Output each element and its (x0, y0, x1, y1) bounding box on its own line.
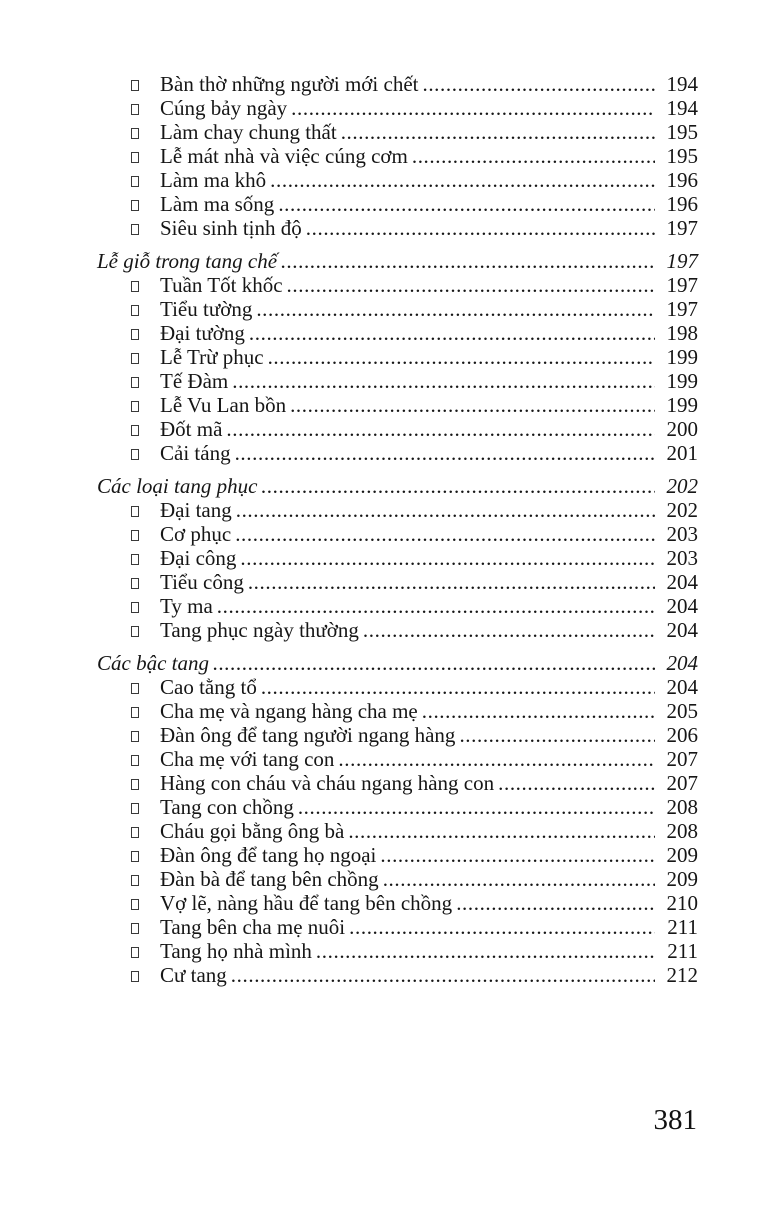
dot-leader (498, 771, 655, 795)
toc-entry (97, 417, 698, 441)
entry-title: Tuần Tốt khốc (160, 273, 283, 297)
entry-page-number: 208 (666, 795, 698, 819)
square-bullet-icon (131, 683, 139, 694)
toc-entry (97, 216, 698, 240)
entry-title: Tế Đàm (160, 369, 229, 393)
entry-page-number: 196 (666, 192, 698, 216)
entry-title: Vợ lẽ, nàng hầu để tang bên chồng (160, 891, 453, 915)
dot-leader (422, 699, 655, 723)
dot-leader (306, 216, 655, 240)
entry-title: Bàn thờ những người mới chết (160, 72, 419, 96)
entry-title: Đàn ông để tang họ ngoại (160, 843, 377, 867)
section-title: Lễ giỗ trong tang chế (97, 249, 278, 273)
dot-leader (249, 321, 655, 345)
square-bullet-icon (131, 947, 139, 958)
entry-title: Làm chay chung thất (160, 120, 337, 144)
entry-page-number: 209 (666, 843, 698, 867)
entry-title: Làm ma khô (160, 168, 267, 192)
toc-section-header (97, 651, 698, 675)
entry-page-number: 204 (666, 594, 698, 618)
page-number: 381 (653, 1104, 697, 1136)
toc-entry (97, 891, 698, 915)
entry-page-number: 207 (666, 771, 698, 795)
square-bullet-icon (131, 971, 139, 982)
entry-title: Cha mẹ và ngang hàng cha mẹ (160, 699, 418, 723)
entry-title: Đàn ông để tang người ngang hàng (160, 723, 456, 747)
square-bullet-icon (131, 779, 139, 790)
entry-page-number: 204 (666, 618, 698, 642)
square-bullet-icon (131, 353, 139, 364)
square-bullet-icon (131, 731, 139, 742)
dot-leader (422, 72, 655, 96)
toc-entry (97, 192, 698, 216)
toc-entry (97, 675, 698, 699)
toc-entry (97, 594, 698, 618)
entry-page-number: 204 (666, 675, 698, 699)
square-bullet-icon (131, 923, 139, 934)
entry-title: Đại tường (160, 321, 245, 345)
entry-page-number: 206 (666, 723, 698, 747)
toc-entry (97, 915, 698, 939)
toc-entry (97, 570, 698, 594)
square-bullet-icon (131, 305, 139, 316)
square-bullet-icon (131, 899, 139, 910)
dot-leader (290, 393, 655, 417)
entry-title: Lễ Vu Lan bồn (160, 393, 287, 417)
square-bullet-icon (131, 554, 139, 565)
toc-entry (97, 393, 698, 417)
toc-entry (97, 498, 698, 522)
entry-page-number: 200 (666, 417, 698, 441)
dot-leader (232, 369, 655, 393)
toc-section-header (97, 474, 698, 498)
entry-title: Tang họ nhà mình (160, 939, 312, 963)
entry-title: Tang bên cha mẹ nuôi (160, 915, 346, 939)
entry-title: Ty ma (160, 594, 213, 618)
dot-leader (261, 474, 655, 498)
dot-leader (235, 522, 655, 546)
square-bullet-icon (131, 152, 139, 163)
entry-page-number: 199 (666, 345, 698, 369)
dot-leader (287, 273, 655, 297)
entry-title: Tang phục ngày thường (160, 618, 359, 642)
toc-entry (97, 168, 698, 192)
entry-title: Cha mẹ với tang con (160, 747, 335, 771)
section-page-number: 202 (666, 474, 698, 498)
entry-page-number: 199 (666, 393, 698, 417)
square-bullet-icon (131, 602, 139, 613)
square-bullet-icon (131, 506, 139, 517)
section-page-number: 197 (666, 249, 698, 273)
square-bullet-icon (131, 827, 139, 838)
toc-entry (97, 771, 698, 795)
toc-entry (97, 699, 698, 723)
entry-title: Làm ma sống (160, 192, 275, 216)
entry-page-number: 197 (666, 297, 698, 321)
entry-title: Cải táng (160, 441, 231, 465)
entry-page-number: 207 (666, 747, 698, 771)
toc-entry (97, 819, 698, 843)
toc-entry (97, 963, 698, 987)
entry-title: Đốt mã (160, 417, 223, 441)
entry-page-number: 195 (666, 120, 698, 144)
entry-page-number: 195 (666, 144, 698, 168)
square-bullet-icon (131, 281, 139, 292)
entry-page-number: 203 (666, 546, 698, 570)
dot-leader (261, 675, 655, 699)
dot-leader (270, 168, 655, 192)
toc-entry (97, 321, 698, 345)
entry-page-number: 208 (666, 819, 698, 843)
dot-leader (363, 618, 655, 642)
dot-leader (291, 96, 655, 120)
table-of-contents (97, 72, 698, 987)
square-bullet-icon (131, 851, 139, 862)
toc-entry (97, 939, 698, 963)
dot-leader (213, 651, 655, 675)
toc-entry (97, 345, 698, 369)
entry-title: Cơ phục (160, 522, 232, 546)
square-bullet-icon (131, 176, 139, 187)
entry-title: Đại tang (160, 498, 232, 522)
entry-page-number: 194 (666, 72, 698, 96)
dot-leader (338, 747, 655, 771)
dot-leader (412, 144, 655, 168)
entry-title: Đàn bà để tang bên chồng (160, 867, 379, 891)
entry-page-number: 205 (666, 699, 698, 723)
toc-entry (97, 297, 698, 321)
entry-title: Đại công (160, 546, 237, 570)
toc-entry (97, 843, 698, 867)
dot-leader (226, 417, 655, 441)
square-bullet-icon (131, 329, 139, 340)
square-bullet-icon (131, 875, 139, 886)
entry-title: Cao tằng tổ (160, 675, 257, 699)
square-bullet-icon (131, 707, 139, 718)
section-title: Các bậc tang (97, 651, 209, 675)
dot-leader (348, 819, 655, 843)
toc-entry (97, 120, 698, 144)
entry-page-number: 211 (667, 939, 698, 963)
toc-entry (97, 867, 698, 891)
toc-entry (97, 747, 698, 771)
square-bullet-icon (131, 626, 139, 637)
section-title: Các loại tang phục (97, 474, 258, 498)
entry-page-number: 212 (666, 963, 698, 987)
entry-title: Cư tang (160, 963, 227, 987)
entry-page-number: 202 (666, 498, 698, 522)
square-bullet-icon (131, 803, 139, 814)
entry-title: Siêu sinh tịnh độ (160, 216, 302, 240)
entry-title: Lễ mát nhà và việc cúng cơm (160, 144, 408, 168)
entry-page-number: 201 (666, 441, 698, 465)
entry-page-number: 209 (666, 867, 698, 891)
toc-entry (97, 273, 698, 297)
entry-page-number: 194 (666, 96, 698, 120)
entry-page-number: 210 (666, 891, 698, 915)
toc-entry (97, 96, 698, 120)
dot-leader (281, 249, 655, 273)
toc-section-header (97, 249, 698, 273)
toc-entry (97, 723, 698, 747)
dot-leader (380, 843, 655, 867)
toc-entry (97, 795, 698, 819)
toc-entry (97, 369, 698, 393)
dot-leader (341, 120, 655, 144)
entry-title: Cúng bảy ngày (160, 96, 288, 120)
entry-page-number: 204 (666, 570, 698, 594)
toc-entry (97, 144, 698, 168)
toc-entry (97, 546, 698, 570)
square-bullet-icon (131, 80, 139, 91)
entry-title: Lễ Trừ phục (160, 345, 264, 369)
square-bullet-icon (131, 530, 139, 541)
dot-leader (217, 594, 655, 618)
dot-leader (349, 915, 655, 939)
square-bullet-icon (131, 377, 139, 388)
toc-entry (97, 72, 698, 96)
entry-title: Cháu gọi bằng ông bà (160, 819, 345, 843)
entry-title: Hàng con cháu và cháu ngang hàng con (160, 771, 495, 795)
entry-page-number: 199 (666, 369, 698, 393)
entry-page-number: 203 (666, 522, 698, 546)
dot-leader (256, 297, 655, 321)
dot-leader (268, 345, 655, 369)
toc-entry (97, 618, 698, 642)
square-bullet-icon (131, 578, 139, 589)
square-bullet-icon (131, 224, 139, 235)
dot-leader (383, 867, 655, 891)
entry-title: Tang con chồng (160, 795, 294, 819)
entry-page-number: 198 (666, 321, 698, 345)
entry-title: Tiểu công (160, 570, 244, 594)
square-bullet-icon (131, 449, 139, 460)
dot-leader (248, 570, 655, 594)
entry-page-number: 197 (666, 216, 698, 240)
dot-leader (456, 891, 655, 915)
square-bullet-icon (131, 128, 139, 139)
square-bullet-icon (131, 425, 139, 436)
toc-entry (97, 522, 698, 546)
entry-page-number: 211 (667, 915, 698, 939)
dot-leader (235, 441, 655, 465)
entry-page-number: 197 (666, 273, 698, 297)
square-bullet-icon (131, 104, 139, 115)
toc-entry (97, 441, 698, 465)
dot-leader (236, 498, 655, 522)
dot-leader (231, 963, 655, 987)
dot-leader (278, 192, 655, 216)
dot-leader (240, 546, 655, 570)
dot-leader (298, 795, 655, 819)
dot-leader (459, 723, 655, 747)
section-page-number: 204 (666, 651, 698, 675)
entry-page-number: 196 (666, 168, 698, 192)
square-bullet-icon (131, 200, 139, 211)
square-bullet-icon (131, 401, 139, 412)
dot-leader (316, 939, 655, 963)
square-bullet-icon (131, 755, 139, 766)
entry-title: Tiểu tường (160, 297, 253, 321)
